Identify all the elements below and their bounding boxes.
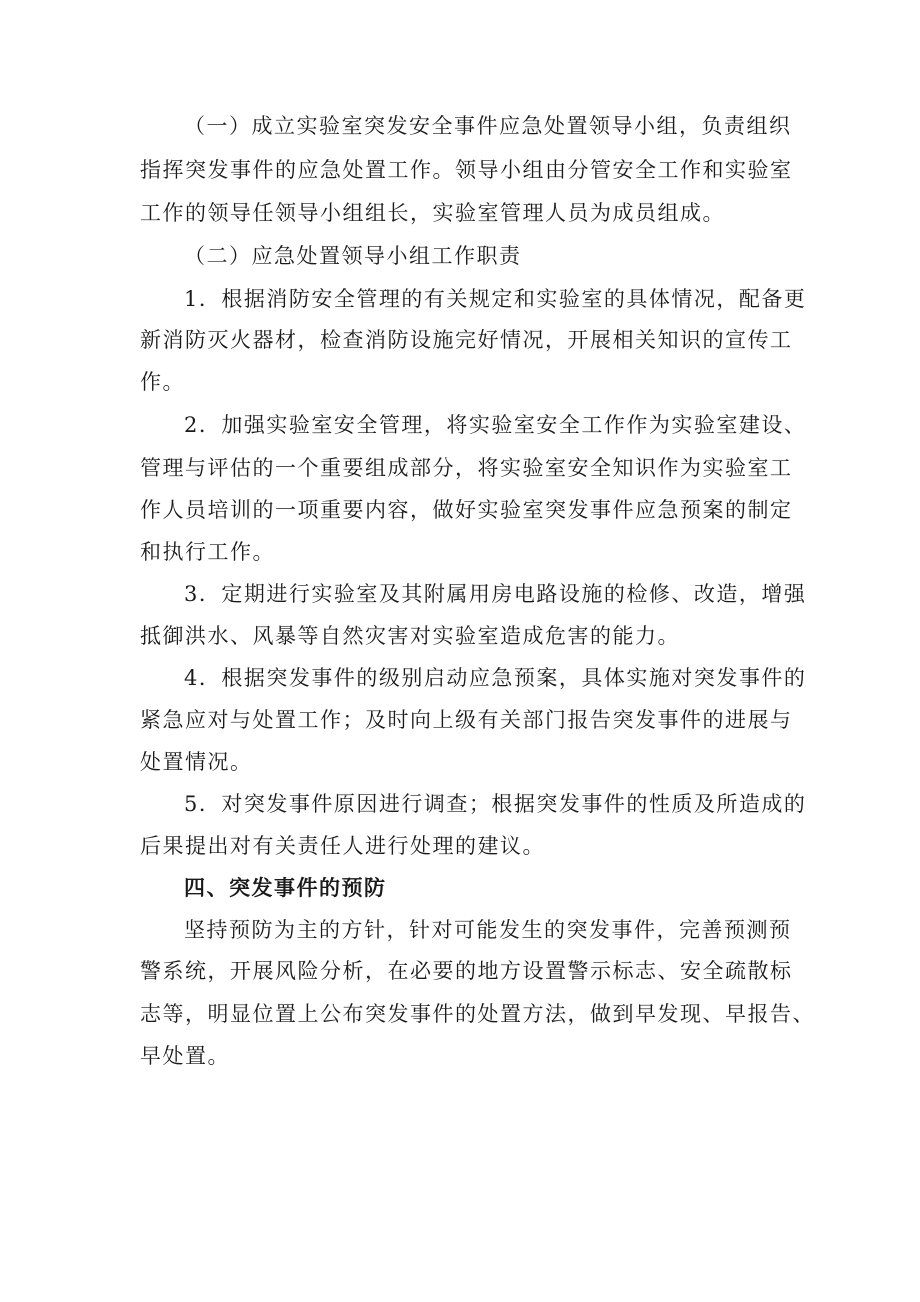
text-line: 作。 xyxy=(140,370,185,394)
text-line: 和执行工作。 xyxy=(140,540,275,564)
text-line: 志等，明显位置上公布突发事件的处置方法，做到早发现、早报告、 xyxy=(140,1002,815,1026)
text-line: （一）成立实验室突发安全事件应急处置领导小组，负责组织 xyxy=(184,114,792,138)
text-line: 后果提出对有关责任人进行处理的建议。 xyxy=(140,834,545,858)
text-line: 新消防灭火器材，检查消防设施完好情况，开展相关知识的宣传工 xyxy=(140,328,793,352)
text-line: 2．加强实验室安全管理，将实验室安全工作作为实验室建设、 xyxy=(184,413,807,437)
text-line: 抵御洪水、风暴等自然灾害对实验室造成危害的能力。 xyxy=(140,624,680,648)
text-line: 1．根据消防安全管理的有关规定和实验室的具体情况，配备更 xyxy=(184,287,807,311)
section-heading: 四、突发事件的预防 xyxy=(184,875,387,900)
text-line: 坚持预防为主的方针，针对可能发生的突发事件，完善预测预 xyxy=(184,918,792,942)
text-line: 作人员培训的一项重要内容，做好实验室突发事件应急预案的制定 xyxy=(140,498,793,522)
text-line: （二）应急处置领导小组工作职责 xyxy=(184,244,522,268)
text-line: 处置情况。 xyxy=(140,750,253,774)
text-line: 管理与评估的一个重要组成部分，将实验室安全知识作为实验室工 xyxy=(140,456,793,480)
text-line: 早处置。 xyxy=(140,1044,230,1068)
text-line: 4．根据突发事件的级别启动应急预案，具体实施对突发事件的 xyxy=(184,666,807,690)
text-line: 指挥突发事件的应急处置工作。领导小组由分管安全工作和实验室 xyxy=(140,158,793,182)
text-line: 5．对突发事件原因进行调查；根据突发事件的性质及所造成的 xyxy=(184,792,807,816)
text-line: 工作的领导任领导小组组长，实验室管理人员为成员组成。 xyxy=(140,201,725,225)
text-line: 3．定期进行实验室及其附属用房电路设施的检修、改造，增强 xyxy=(184,582,807,606)
text-line: 紧急应对与处置工作；及时向上级有关部门报告突发事件的进展与 xyxy=(140,708,793,732)
text-line: 警系统，开展风险分析，在必要的地方设置警示标志、安全疏散标 xyxy=(140,959,793,983)
